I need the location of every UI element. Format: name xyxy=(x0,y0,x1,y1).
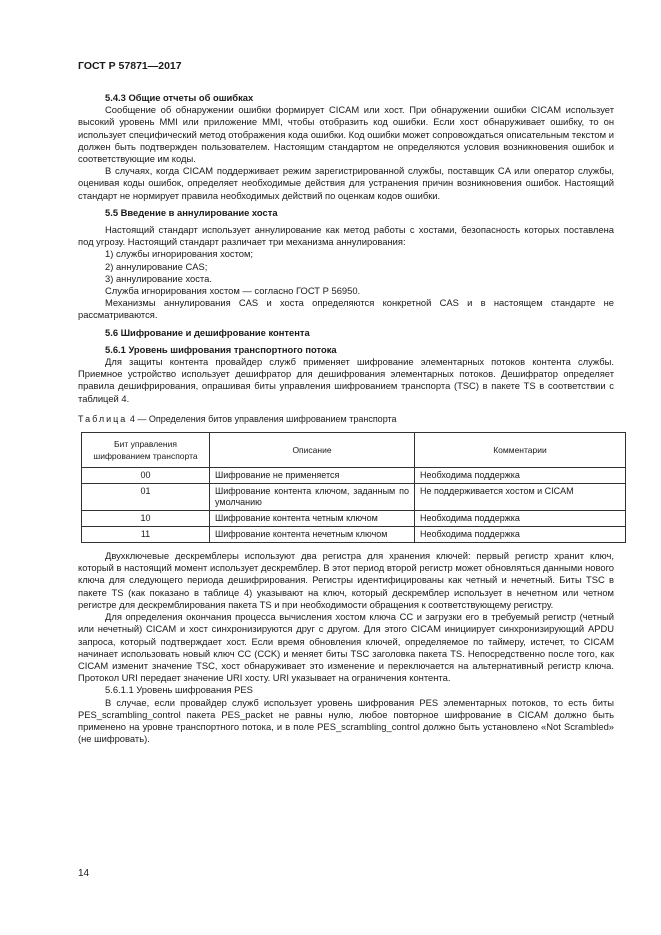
section-5-6-1-heading: 5.6.1 Уровень шифрования транспортного потока xyxy=(105,343,337,355)
table-caption xyxy=(78,413,614,425)
column-header-comments: Комментарии xyxy=(415,433,626,468)
cell-bits: 10 xyxy=(82,511,210,527)
section-5-4-3-heading: 5.4.3 Общие отчеты об ошибках xyxy=(105,92,254,103)
cell-description: Шифрование не применяется xyxy=(210,468,415,484)
page-number: 14 xyxy=(78,868,90,879)
paragraph: Механизмы аннулирования CAS и хоста определяются конкретной CAS и в настоящем стандарте не рассматриваются. xyxy=(78,297,614,321)
cell-description: Шифрование контента нечетным ключом xyxy=(210,527,415,543)
table-caption-text: 4 — Определения битов управления шифрованием транспорта xyxy=(129,413,397,424)
list-item: 3) аннулирование хоста. xyxy=(105,272,212,284)
section-5-6-1-1-heading: 5.6.1.1 Уровень шифрования PES xyxy=(105,684,253,696)
section-5-6-heading: 5.6 Шифрование и дешифрование контента xyxy=(105,326,310,338)
table-header-row xyxy=(82,433,626,468)
column-header-bits: Бит управления шифрованием транспорта xyxy=(82,433,210,468)
cell-description: Шифрование контента ключом, заданным по умолчанию xyxy=(210,484,415,511)
paragraph: Для определения окончания процесса вычисления хостом ключа CC и загрузки его в требуемый регистр (четный или нечетный) CICAM и хост синхронизируются друг с другом. Для этого CICAM инициирует синхронизирующий APDU запроса, который подтверждает хост. Если время обновления ключей, определяемое по таймеру, истечет, то CICAM начинает использовать новый ключ CC (CCK) и меняет биты TSC заголовка пакета TS. Непосредственно после того, как CICAM изменит значение TSC, хост обнаруживает это изменение и переключается на альтернативный регистр ключа. Протокол URI передает значение URI хосту. URI указывает на ограничения контента. xyxy=(78,611,614,684)
table-row xyxy=(82,468,626,484)
document-header: ГОСТ Р 57871—2017 xyxy=(78,60,182,72)
paragraph: Настоящий стандарт использует аннулирование как метод работы с хостами, безопасность которых поставлена под угрозу. Настоящий стандарт различает три механизма аннулирования: xyxy=(78,224,614,248)
cell-bits: 00 xyxy=(82,468,210,484)
table-row xyxy=(82,511,626,527)
cell-comment: Не поддерживается хостом и CICAM xyxy=(415,484,626,511)
cell-bits: 01 xyxy=(82,484,210,511)
list-item: 1) службы игнорирования хостом; xyxy=(105,248,254,260)
cell-comment: Необходима поддержка xyxy=(415,511,626,527)
paragraph: Для защиты контента провайдер служб применяет шифрование элементарных потоков контента службы. Приемное устройство использует дешифратор для дешифрования элементарных потоков. Дешифратор определяет правила дешифрирования, опрашивая биты управления шифрованием транспорта (TSC) в пакете TS в соответствии с таблицей 4. xyxy=(78,356,614,404)
table-row xyxy=(82,527,626,543)
page-content xyxy=(78,92,614,745)
cell-bits: 11 xyxy=(82,527,210,543)
cell-description: Шифрование контента четным ключом xyxy=(210,511,415,527)
section-5-5-heading: 5.5 Введение в аннулирование хоста xyxy=(105,206,278,218)
table-caption-label: Таблица xyxy=(78,413,128,424)
cell-comment: Необходима поддержка xyxy=(415,468,626,484)
tsc-table xyxy=(81,432,626,543)
table-row xyxy=(82,484,626,511)
list-item: 2) аннулирование CAS; xyxy=(105,260,208,272)
paragraph: В случае, если провайдер служб использует уровень шифрования PES элементарных потоков, то есть биты PES_scrambling_control пакета PES_packet не равны нулю, любое повторное шифрование в CICAM должно быть применено на уровне транспортного потока, и в поле PES_scrambling_control должно быть установлено «Not Scrambled» (не шифровать). xyxy=(78,696,614,745)
column-header-description: Описание xyxy=(210,433,415,468)
paragraph: Служба игнорирования хостом — согласно ГОСТ Р 56950. xyxy=(105,285,361,297)
paragraph: Двухключевые дескремблеры используют два регистра для хранения ключей: первый регистр хранит ключ, который в настоящий момент использует дескремблер. В этот период второй регистр может обновляться данными нового ключа для следующего периода дешифрирования. Регистры идентифицированы как четный и нечетный. Биты TSC в пакете TS (как показано в таблице 4) указывают на ключ, который дескремблер использует в нечетном или четном регистре для дескремблирования пакета TS и при необходимости обращения к соответствующему регистру. xyxy=(78,550,614,610)
cell-comment: Необходима поддержка xyxy=(415,527,626,543)
paragraph: В случаях, когда CICAM поддерживает режим зарегистрированной службы, поставщик CA или оператор службы, оценивая коды ошибок, определяет необходимые действия для устранения причин возникновения ошибок. Настоящий стандарт не нормирует правила необходимых действий по оценкам кодов ошибки. xyxy=(78,165,614,201)
paragraph: Сообщение об обнаружении ошибки формирует CICAM или хост. При обнаружении ошибки CICAM использует высокий уровень MMI или приложение MMI, чтобы отобразить код ошибки. Если хост обнаруживает ошибку, то он использует специфический метод отображения кода ошибки. Код ошибки может сопровождаться описательным текстом и должен быть подтвержден пользователем. Настоящим стандартом не определяются условия возникновения ошибок и соответствующие им коды. xyxy=(78,104,614,165)
